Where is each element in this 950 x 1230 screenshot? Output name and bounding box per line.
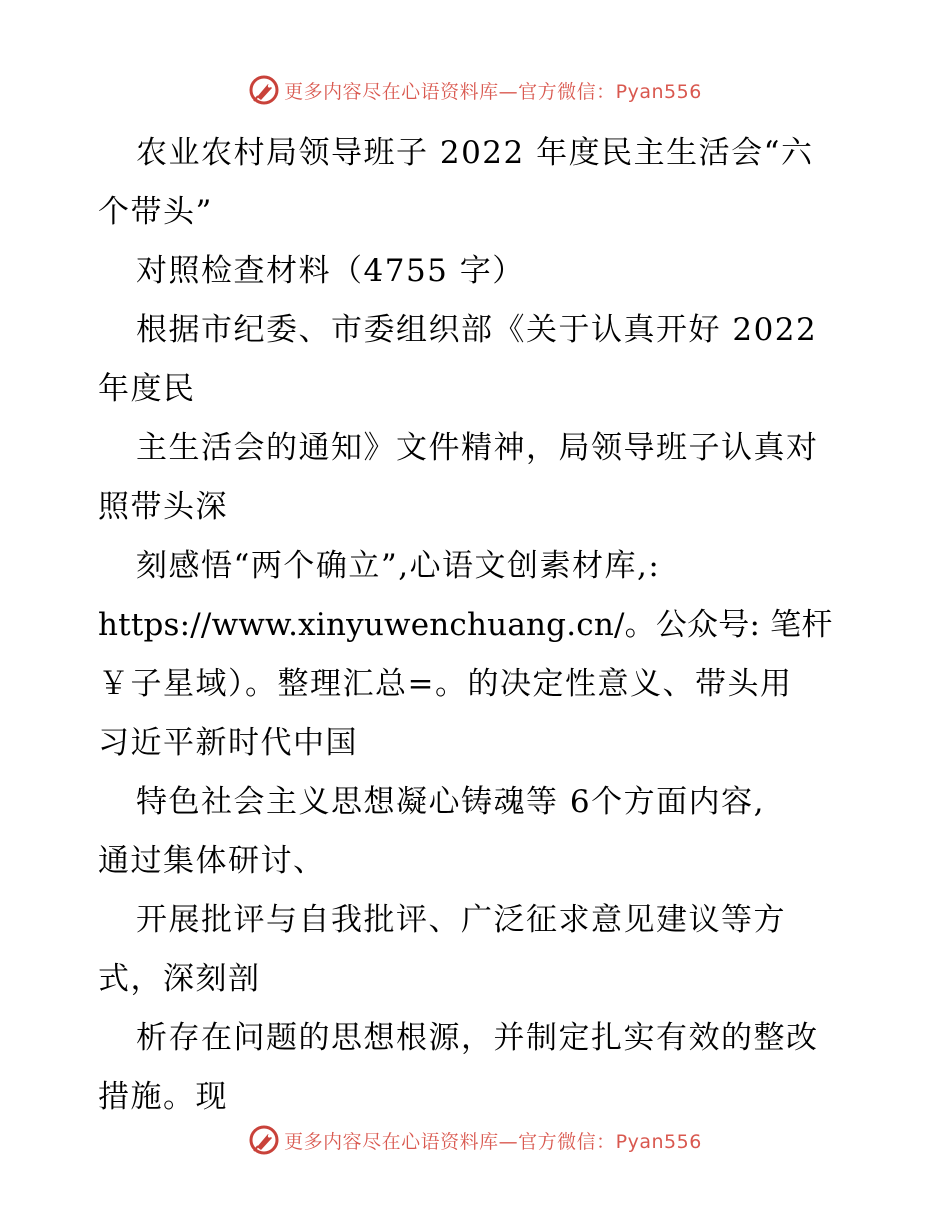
paragraph-line: 习近平新时代中国 bbox=[98, 725, 358, 761]
header-watermark-text: 更多内容尽在心语资料库—官方微信：Pyan556 bbox=[284, 80, 702, 103]
paragraph-line: 式，深刻剖 bbox=[98, 961, 261, 997]
paragraph-line: 措施。现 bbox=[98, 1079, 228, 1115]
paragraph-line-url: https://www.xinyuwenchuang.cn/。公众号: 笔杆 bbox=[98, 607, 833, 643]
subtitle-line: 对照检查材料（4755 字） bbox=[136, 253, 525, 289]
paragraph-line: 开展批评与自我批评、广泛征求意见建议等方 bbox=[136, 902, 786, 938]
document-body bbox=[98, 124, 858, 1127]
footer-watermark-text: 更多内容尽在心语资料库—官方微信：Pyan556 bbox=[284, 1130, 702, 1153]
paragraph-line: 特色社会主义思想凝心铸魂等 6个方面内容, bbox=[136, 784, 765, 820]
paragraph-line: ￥子星域）。整理汇总=。的决定性意义、带头用 bbox=[98, 666, 793, 702]
pen-nib-circle-icon bbox=[248, 74, 280, 106]
header-watermark-banner bbox=[0, 72, 950, 108]
title-line-2: 个带头” bbox=[98, 194, 213, 230]
paragraph-line: 析存在问题的思想根源，并制定扎实有效的整改 bbox=[136, 1020, 819, 1056]
paragraph-line: 通过集体研讨、 bbox=[98, 843, 326, 879]
title-line-1: 农业农村局领导班子 2022 年度民主生活会“六 bbox=[136, 135, 814, 171]
paragraph-line: 主生活会的通知》文件精神，局领导班子认真对 bbox=[136, 430, 819, 466]
paragraph-line: 年度民 bbox=[98, 371, 196, 407]
paragraph-line: 照带头深 bbox=[98, 489, 228, 525]
paragraph-line: 刻感悟“两个确立”,心语文创素材库,: bbox=[136, 548, 661, 584]
pen-nib-circle-icon bbox=[248, 1124, 280, 1156]
paragraph-line: 根据市纪委、市委组织部《关于认真开好 2022 bbox=[136, 312, 818, 348]
footer-watermark-banner bbox=[0, 1122, 950, 1158]
